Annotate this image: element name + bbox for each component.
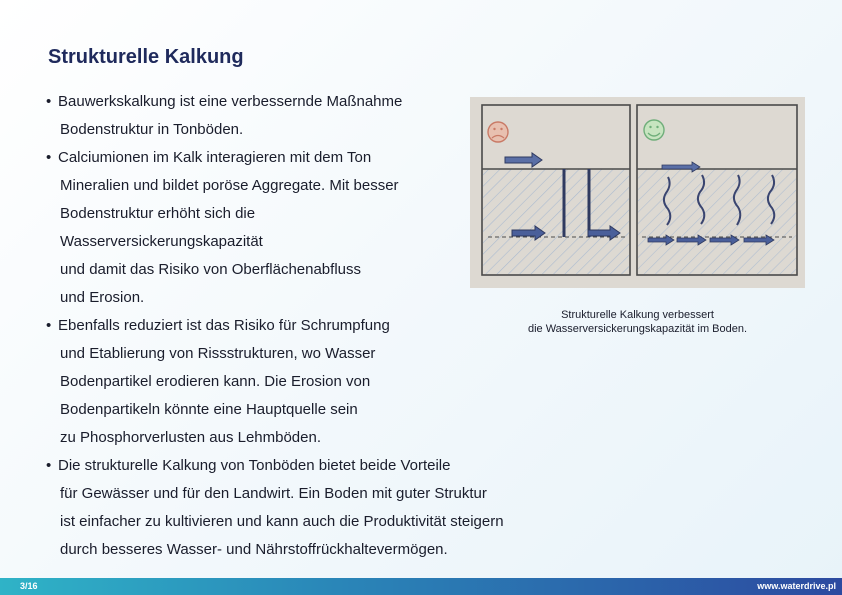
bullet-line: und damit das Risiko von Oberflächenabfluss — [60, 261, 361, 278]
bullet-line: Wasserversickerungskapazität — [60, 233, 263, 250]
bullet-line: Bodenstruktur in Tonböden. — [60, 121, 244, 138]
figure-caption: Strukturelle Kalkung verbessert die Wasserversickerungskapazität im Boden. — [527, 309, 748, 335]
bullet-line: • Bauwerkskalkung ist eine verbessernde Maßnahme — [46, 88, 546, 116]
surface-runoff-arrow-icon — [505, 153, 542, 167]
bullet-line: • Ebenfalls reduziert ist das Risiko für Schrumpfung — [46, 312, 546, 340]
footer-bar — [0, 578, 842, 595]
bullet-marker: • — [46, 317, 52, 334]
bullet-marker: • — [46, 149, 52, 166]
bullet-line: • Die strukturelle Kalkung von Tonböden bietet beide Vorteile — [46, 452, 546, 480]
bullet-line: durch besseres Wasser- und Nährstoffrückhaltevermögen. — [60, 541, 448, 558]
bullet-line: ist einfacher zu kultivieren und kann auch die Produktivität steigern — [60, 513, 504, 530]
soil-structure-sketch — [470, 97, 805, 288]
bullet-line: • Calciumionen im Kalk interagieren mit dem Ton — [46, 144, 546, 172]
bullet-line: Bodenstruktur erhöht sich die — [60, 205, 256, 222]
bullet-line: zu Phosphorverlusten aus Lehmböden. — [60, 429, 322, 446]
bullet-line: Bodenpartikeln könnte eine Hauptquelle sein — [60, 401, 358, 418]
website-link[interactable]: www.waterdrive.pl — [757, 581, 836, 591]
bullet-line: und Erosion. — [60, 289, 145, 306]
bullet-line: Mineralien und bildet poröse Aggregate. Mit besser — [60, 177, 399, 194]
bullet-marker: • — [46, 93, 52, 110]
happy-face-icon — [644, 120, 664, 140]
compacted-soil-panel — [482, 105, 630, 275]
sad-face-icon — [488, 122, 508, 142]
page-number: 3/16 — [20, 581, 38, 591]
bullet-line: und Etablierung von Rissstrukturen, wo Wasser — [60, 345, 376, 362]
page-title: Strukturelle Kalkung — [48, 46, 244, 68]
structured-soil-panel — [637, 105, 797, 275]
bullet-line: Bodenpartikel erodieren kann. Die Erosion von — [60, 373, 371, 390]
bullet-line: für Gewässer und für den Landwirt. Ein Boden mit guter Struktur — [60, 485, 487, 502]
bullet-marker: • — [46, 457, 52, 474]
